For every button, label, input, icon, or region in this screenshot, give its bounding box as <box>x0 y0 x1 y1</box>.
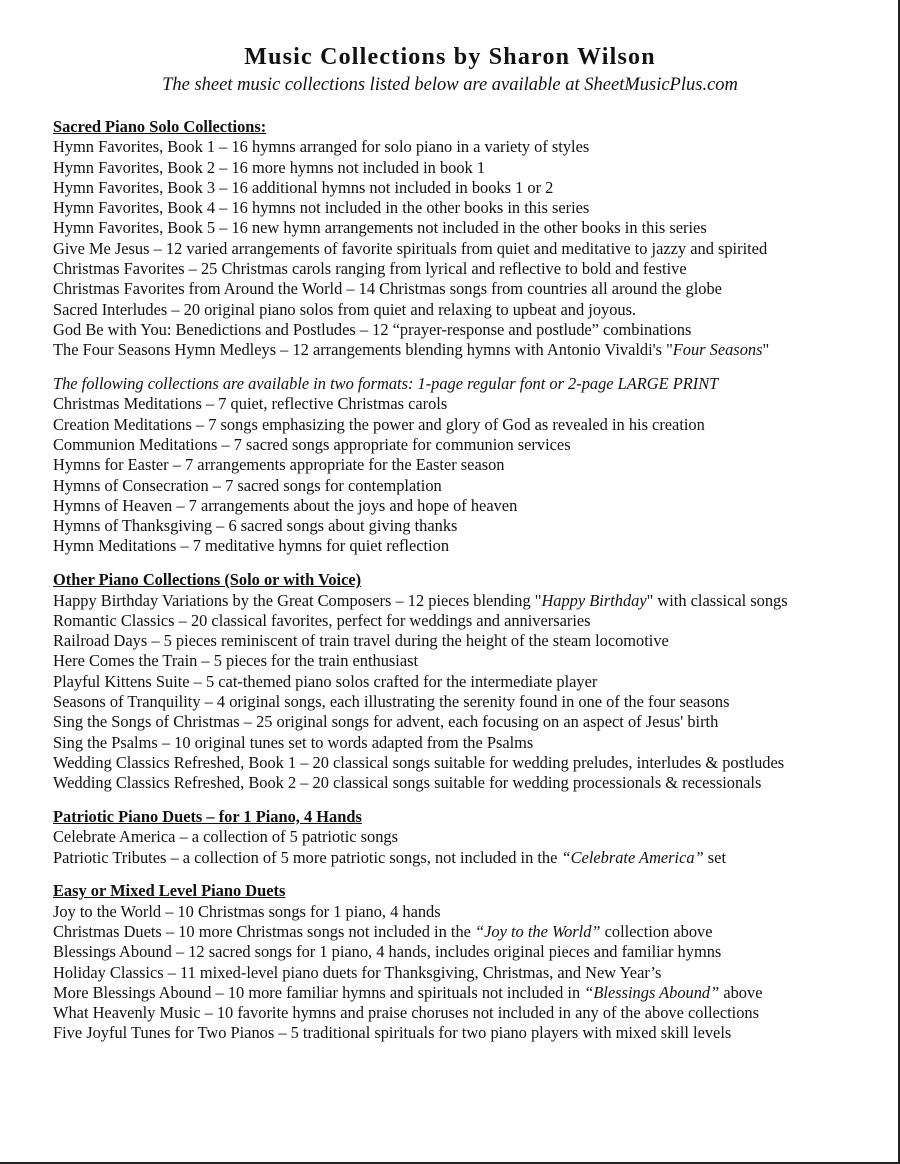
collection-section <box>53 117 893 361</box>
collections-list <box>53 117 893 1057</box>
collection-item <box>53 300 893 320</box>
item-italic-text: Four Seasons <box>672 340 763 360</box>
item-text: set <box>703 847 727 867</box>
item-text: Hymns of Consecration – 7 sacred songs for contemplation <box>53 475 442 495</box>
item-text: Christmas Meditations – 7 quiet, reflective Christmas carols <box>53 394 448 414</box>
collection-item <box>53 611 893 631</box>
collection-item <box>53 516 893 536</box>
collection-item <box>53 259 893 279</box>
collection-item <box>53 963 893 983</box>
collection-item <box>53 922 893 942</box>
collection-item <box>53 158 893 178</box>
item-text: More Blessings Abound – 10 more familiar hymns and spirituals not included in <box>53 982 585 1002</box>
collection-section <box>53 570 893 793</box>
collection-item <box>53 455 893 475</box>
collection-section <box>53 807 893 868</box>
collection-item <box>53 773 893 793</box>
collection-item <box>53 753 893 773</box>
item-text: Sing the Songs of Christmas – 25 original songs for advent, each focusing on an aspect of Jesus' birth <box>53 712 719 732</box>
collection-item <box>53 1003 893 1023</box>
item-text: Wedding Classics Refreshed, Book 2 – 20 classical songs suitable for wedding processionals & recessionals <box>53 773 762 793</box>
section-heading: Patriotic Piano Duets – for 1 Piano, 4 Hands <box>53 807 362 826</box>
item-text: Communion Meditations – 7 sacred songs appropriate for communion services <box>53 434 571 454</box>
collection-item <box>53 340 893 360</box>
collection-item <box>53 320 893 340</box>
item-text: " with classical songs <box>646 590 788 610</box>
collection-item <box>53 435 893 455</box>
item-text: Christmas Favorites – 25 Christmas carols ranging from lyrical and reflective to bold and festive <box>53 259 687 279</box>
item-text: Hymn Favorites, Book 5 – 16 new hymn arrangements not included in the other books in this series <box>53 218 707 238</box>
item-text: The Four Seasons Hymn Medleys – 12 arrangements blending hymns with Antonio Vivaldi's " <box>53 340 673 360</box>
item-text: What Heavenly Music – 10 favorite hymns and praise choruses not included in any of the above collections <box>53 1003 759 1023</box>
collection-section <box>53 374 893 557</box>
item-text: Playful Kittens Suite – 5 cat-themed piano solos crafted for the intermediate player <box>53 671 598 691</box>
page-subtitle: The sheet music collections listed below are available at SheetMusicPlus.com <box>162 75 738 95</box>
collection-item <box>53 692 893 712</box>
collection-item <box>53 983 893 1003</box>
item-text: Hymns of Thanksgiving – 6 sacred songs about giving thanks <box>53 516 458 536</box>
item-text: Holiday Classics – 11 mixed-level piano duets for Thanksgiving, Christmas, and New Year’s <box>53 962 662 982</box>
item-text: Hymns for Easter – 7 arrangements appropriate for the Easter season <box>53 455 505 475</box>
collection-item <box>53 591 893 611</box>
item-italic-text: “Blessings Abound” <box>584 982 720 1002</box>
item-text: Hymn Meditations – 7 meditative hymns for quiet reflection <box>53 536 450 556</box>
item-italic-text: “Joy to the World” <box>475 921 601 941</box>
item-text: Sacred Interludes – 20 original piano solos from quiet and relaxing to upbeat and joyous. <box>53 299 637 319</box>
collection-item <box>53 496 893 516</box>
collection-item <box>53 218 893 238</box>
collection-item <box>53 902 893 922</box>
collection-item <box>53 942 893 962</box>
item-text: Hymn Favorites, Book 4 – 16 hymns not included in the other books in this series <box>53 198 590 218</box>
item-text: Seasons of Tranquility – 4 original songs, each illustrating the serenity found in one of the four seasons <box>53 692 730 712</box>
collection-item <box>53 536 893 556</box>
collection-item <box>53 712 893 732</box>
collection-item <box>53 672 893 692</box>
item-text: Wedding Classics Refreshed, Book 1 – 20 classical songs suitable for wedding preludes, interludes & postludes <box>53 752 785 772</box>
item-text: collection above <box>600 921 713 941</box>
item-text: Christmas Duets – 10 more Christmas songs not included in the <box>53 921 476 941</box>
collection-item <box>53 178 893 198</box>
collection-item <box>53 137 893 157</box>
collection-item <box>53 1023 893 1043</box>
format-note: The following collections are available in two formats: 1-page regular font or 2-page LARGE PRINT <box>53 374 719 394</box>
collection-item <box>53 848 893 868</box>
page-title: Music Collections by Sharon Wilson <box>244 44 656 70</box>
item-italic-text: Happy Birthday <box>541 590 647 610</box>
collection-item <box>53 415 893 435</box>
item-text: Railroad Days – 5 pieces reminiscent of train travel during the height of the steam locomotive <box>53 631 669 651</box>
item-text: Joy to the World – 10 Christmas songs for 1 piano, 4 hands <box>53 901 441 921</box>
item-text: Patriotic Tributes – a collection of 5 more patriotic songs, not included in the <box>53 847 562 867</box>
collection-item <box>53 198 893 218</box>
item-text: Hymn Favorites, Book 1 – 16 hymns arranged for solo piano in a variety of styles <box>53 137 590 157</box>
collection-item <box>53 631 893 651</box>
item-text: Hymns of Heaven – 7 arrangements about the joys and hope of heaven <box>53 495 518 515</box>
collection-section <box>53 881 893 1043</box>
item-text: Five Joyful Tunes for Two Pianos – 5 traditional spirituals for two piano players with mixed skill levels <box>53 1023 732 1043</box>
collection-item <box>53 279 893 299</box>
collection-item <box>53 239 893 259</box>
section-heading: Other Piano Collections (Solo or with Voice) <box>53 570 362 590</box>
item-text: Christmas Favorites from Around the World – 14 Christmas songs from countries all around the globe <box>53 279 722 299</box>
collection-item <box>53 827 893 847</box>
item-text: Here Comes the Train – 5 pieces for the train enthusiast <box>53 651 419 671</box>
item-text: God Be with You: Benedictions and Postludes – 12 “prayer-response and postlude” combinations <box>53 319 692 339</box>
item-text: Give Me Jesus – 12 varied arrangements of favorite spirituals from quiet and meditative to jazzy and spirited <box>53 238 768 258</box>
section-heading: Sacred Piano Solo Collections: <box>53 117 267 136</box>
item-text: above <box>719 982 763 1002</box>
item-text: " <box>762 340 770 360</box>
collection-item <box>53 733 893 753</box>
section-heading: Easy or Mixed Level Piano Duets <box>53 881 286 901</box>
item-text: Happy Birthday Variations by the Great Composers – 12 pieces blending " <box>53 590 542 610</box>
item-italic-text: “Celebrate America” <box>561 847 704 867</box>
item-text: Creation Meditations – 7 songs emphasizing the power and glory of God as revealed in his creation <box>53 414 705 434</box>
collection-item <box>53 651 893 671</box>
item-text: Celebrate America – a collection of 5 patriotic songs <box>53 827 398 847</box>
collection-item <box>53 394 893 414</box>
collection-item <box>53 476 893 496</box>
item-text: Blessings Abound – 12 sacred songs for 1 piano, 4 hands, includes original pieces and familiar hymns <box>53 942 722 962</box>
item-text: Hymn Favorites, Book 3 – 16 additional hymns not included in books 1 or 2 <box>53 177 554 197</box>
item-text: Sing the Psalms – 10 original tunes set to words adapted from the Psalms <box>53 732 534 752</box>
item-text: Hymn Favorites, Book 2 – 16 more hymns not included in book 1 <box>53 157 486 177</box>
item-text: Romantic Classics – 20 classical favorites, perfect for weddings and anniversaries <box>53 610 591 630</box>
